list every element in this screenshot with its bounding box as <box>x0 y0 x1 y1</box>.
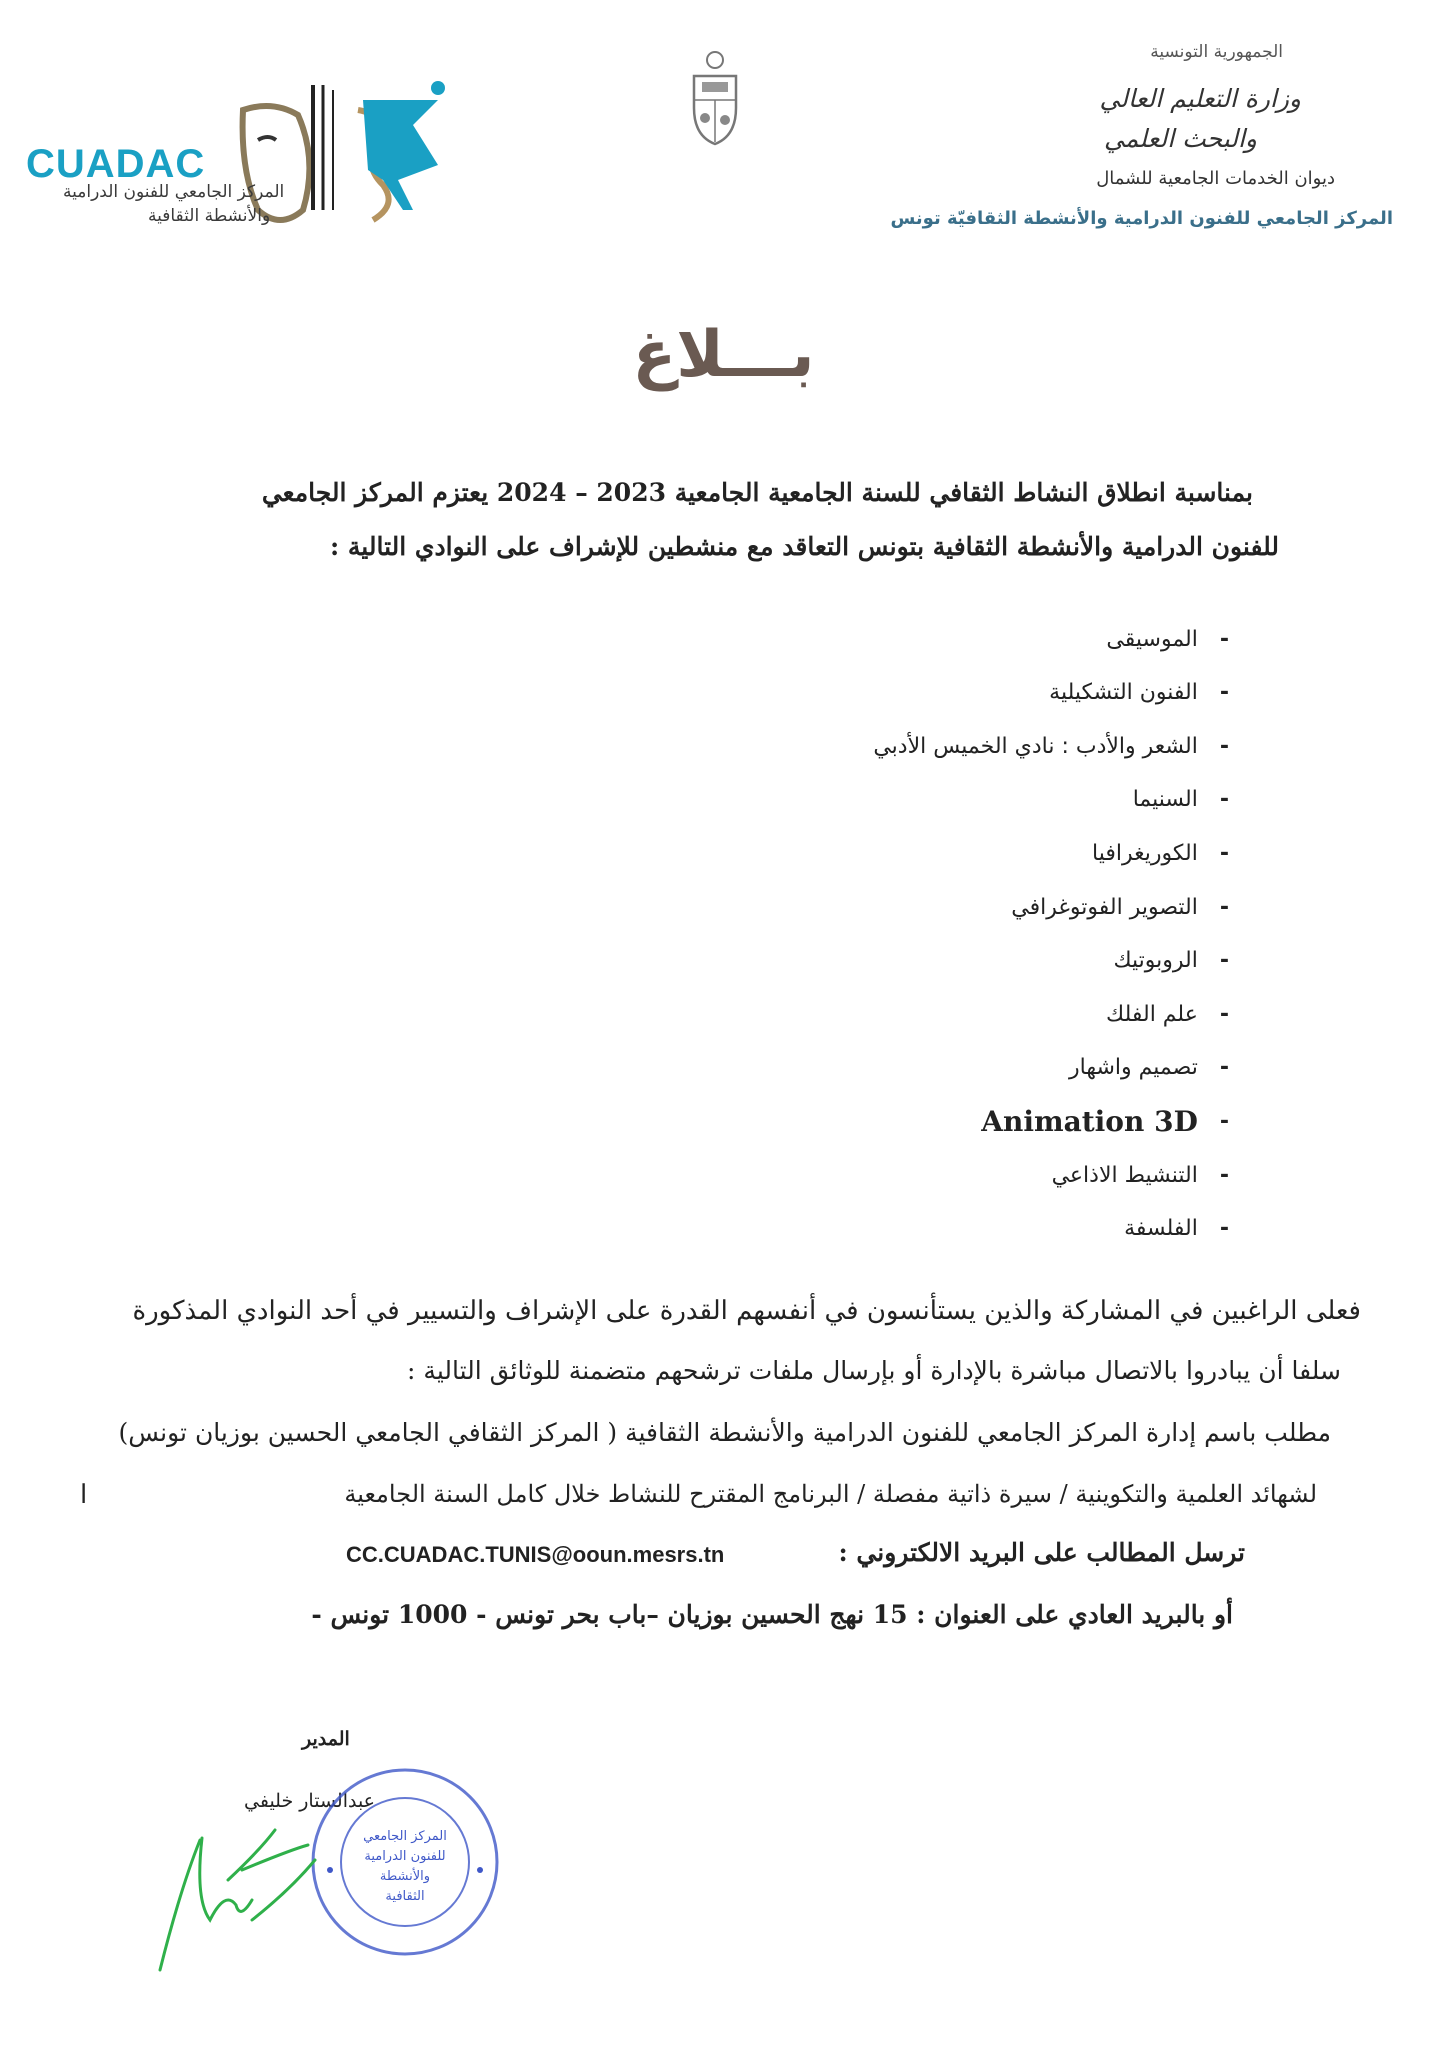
club-label: السنيما <box>1132 787 1198 813</box>
closing-line-1: فعلى الراغبين في المشاركة والذين يستأنسون في أنفسهم القدرة على الإشراف والتسيير في أحد النوادي المذكورة <box>132 1296 1361 1326</box>
ministry-line-2: والبحث العلمي <box>1103 124 1257 153</box>
club-label: التصوير الفوتوغرافي <box>1011 894 1198 920</box>
list-bullet: - <box>1219 1001 1229 1027</box>
closing-line-2: سلفا أن يبادروا بالاتصال مباشرة بالإدارة أو بإرسال ملفات ترشحهم متضمنة للوثائق التالية : <box>407 1356 1341 1385</box>
closing-line-3: مطلب باسم إدارة المركز الجامعي للفنون الدرامية والأنشطة الثقافية ( المركز الثقافي الجامعي الحسين بوزيان تونس) <box>118 1418 1331 1447</box>
svg-text:الثقافية: الثقافية <box>385 1889 425 1904</box>
logo-wordmark: CUADAC <box>26 142 206 186</box>
list-bullet: - <box>1219 733 1229 759</box>
club-label: الروبوتيك <box>1113 948 1198 974</box>
club-item <box>1069 1048 1229 1088</box>
director-name: عبدالستار خليفي <box>244 1790 376 1812</box>
svg-text:المركز الجامعي: المركز الجامعي <box>363 1829 447 1844</box>
national-emblem-icon <box>688 48 742 148</box>
club-item <box>1124 1209 1229 1249</box>
email-label: ترسل المطالب على البريد الالكتروني : <box>838 1538 1245 1567</box>
closing-line-4: لشهائد العلمية والتكوينية / سيرة ذاتية مفصلة / البرنامج المقترح للنشاط خلال كامل السنة الجامعية <box>344 1480 1317 1508</box>
club-item <box>1092 833 1229 873</box>
email-address[interactable]: CC.CUADAC.TUNIS@ooun.mesrs.tn <box>346 1542 725 1567</box>
list-bullet: - <box>1219 1055 1229 1081</box>
club-item <box>1052 1155 1229 1195</box>
club-item <box>873 726 1229 766</box>
club-label: Animation 3D <box>981 1104 1198 1138</box>
list-bullet: - <box>1219 626 1229 652</box>
list-bullet: - <box>1219 1162 1229 1188</box>
club-label: الشعر والأدب : نادي الخميس الأدبي <box>873 733 1198 759</box>
svg-text:والأنشطة: والأنشطة <box>379 1869 431 1884</box>
postal-address: أو بالبريد العادي على العنوان : 15 نهج الحسين بوزيان –باب بحر تونس - 1000 تونس - <box>311 1600 1233 1629</box>
list-bullet: - <box>1219 1216 1229 1242</box>
club-label: الكوريغرافيا <box>1092 840 1198 866</box>
republic-label: الجمهورية التونسية <box>1150 42 1283 62</box>
office-label: ديوان الخدمات الجامعية للشمال <box>1096 168 1335 189</box>
svg-text:للفنون الدرامية: للفنون الدرامية <box>364 1849 446 1864</box>
signature-and-stamp <box>140 1720 540 1980</box>
club-label: الفلسفة <box>1124 1216 1198 1242</box>
page-title: بـــلاغ <box>632 318 815 392</box>
club-item <box>1113 941 1229 981</box>
logo-subtitle-2: والأنشطة الثقافية <box>148 206 271 226</box>
club-item <box>1133 780 1229 820</box>
list-bullet: - <box>1219 948 1229 974</box>
intro-line-1: بمناسبة انطلاق النشاط الثقافي للسنة الجامعية الجامعية 2023 – 2024 يعتزم المركز الجامعي <box>261 478 1253 507</box>
list-bullet: - <box>1219 894 1229 920</box>
cuadac-logo <box>18 70 458 230</box>
club-item <box>981 1101 1229 1141</box>
ministry-line-1: وزارة التعليم العالي <box>1099 84 1301 113</box>
club-label: تصميم واشهار <box>1069 1055 1198 1081</box>
logo-subtitle-1: المركز الجامعي للفنون الدرامية <box>63 182 285 202</box>
intro-line-2: للفنون الدرامية والأنشطة الثقافية بتونس التعاقد مع منشطين للإشراف على النوادي التالية : <box>329 532 1279 561</box>
club-label: التنشيط الاذاعي <box>1051 1162 1198 1188</box>
club-label: الموسيقى <box>1106 626 1198 652</box>
list-bullet: - <box>1219 840 1229 866</box>
handwritten-signature <box>160 1830 315 1970</box>
club-item <box>1049 673 1229 713</box>
club-item <box>1011 887 1229 927</box>
club-item <box>1106 994 1229 1034</box>
official-stamp <box>313 1770 497 1954</box>
center-label: المركز الجامعي للفنون الدرامية والأنشطة الثقافيّة تونس <box>890 208 1393 229</box>
club-item <box>1106 619 1229 659</box>
list-bullet: - <box>1219 680 1229 706</box>
director-title: المدير <box>302 1728 350 1750</box>
list-bullet: - <box>1219 1108 1229 1134</box>
list-marker: ا <box>80 1480 88 1510</box>
club-label: علم الفلك <box>1106 1001 1198 1027</box>
club-label: الفنون التشكيلية <box>1049 680 1198 706</box>
list-bullet: - <box>1219 787 1229 813</box>
